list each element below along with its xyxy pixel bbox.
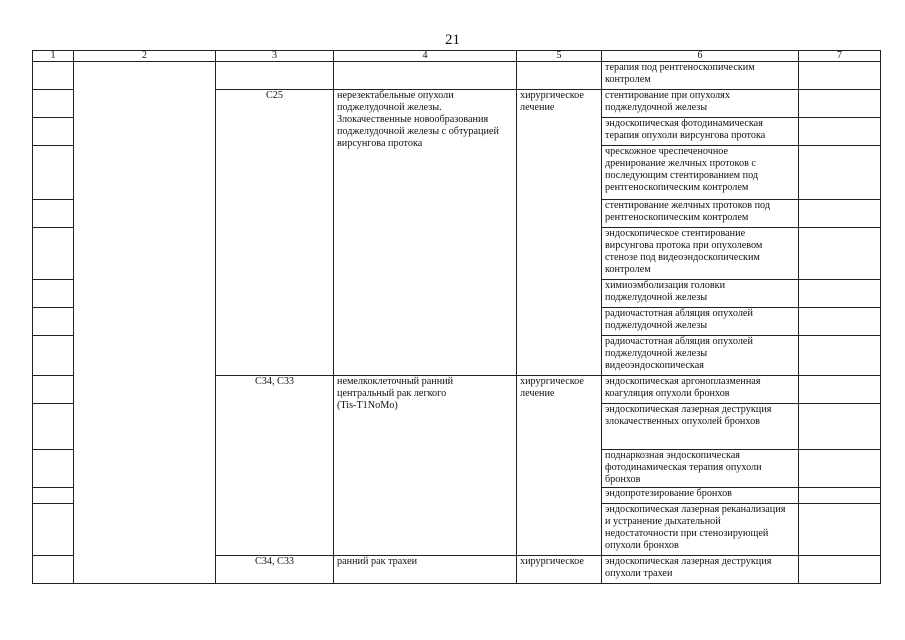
- treatment-type-cell: хирургическое лечение: [517, 376, 602, 556]
- method-cell: чрескожное чреспеченочное дренирование желчных протоков с последующим стентированием под рентгеноскопическим контролем: [602, 146, 799, 200]
- row-number-cell: [33, 90, 74, 118]
- empty-cell: [799, 308, 881, 336]
- method-cell: стентирование желчных протоков под рентгеноскопическим контролем: [602, 200, 799, 228]
- method-cell: радиочастотная абляция опухолей поджелудочной железы: [602, 308, 799, 336]
- empty-cell: [799, 336, 881, 376]
- page-number: 21: [445, 32, 460, 48]
- diagnosis-cell: немелкоклеточный ранний центральный рак легкого (Tis-T1NoMo): [334, 376, 517, 556]
- diagnosis-cell: ранний рак трахеи: [334, 556, 517, 584]
- row-number-cell: [33, 308, 74, 336]
- empty-cell: [799, 488, 881, 504]
- empty-cell: [799, 376, 881, 404]
- empty-cell: [799, 146, 881, 200]
- row-number-cell: [33, 336, 74, 376]
- row-number-cell: [33, 280, 74, 308]
- column-header: 6: [602, 51, 799, 62]
- row-number-cell: [33, 504, 74, 556]
- treatment-type-cell: хирургическое лечение: [517, 90, 602, 376]
- diagnosis-cell: нерезектабельные опухоли поджелудочной железы. Злокачественные новообразования поджелудочной железы с обтурацией вирсунгова протока: [334, 90, 517, 376]
- method-cell: эндоскопическая аргоноплазменная коагуляция опухоли бронхов: [602, 376, 799, 404]
- empty-cell: [799, 90, 881, 118]
- empty-cell: [799, 200, 881, 228]
- method-cell: терапия под рентгеноскопическим контролем: [602, 62, 799, 90]
- empty-cell: [799, 556, 881, 584]
- row-number-cell: [33, 200, 74, 228]
- empty-cell: [799, 118, 881, 146]
- treatment-type-cell: [517, 62, 602, 90]
- empty-cell: [799, 62, 881, 90]
- method-cell: эндоскопическая фотодинамическая терапия опухоли вирсунгова протока: [602, 118, 799, 146]
- empty-cell: [799, 228, 881, 280]
- empty-cell: [799, 280, 881, 308]
- column-header: 5: [517, 51, 602, 62]
- method-cell: эндоскопическое стентирование вирсунгова протока при опухолевом стенозе под видеоэндоскопическим контролем: [602, 228, 799, 280]
- method-cell: поднаркозная эндоскопическая фотодинамическая терапия опухоли бронхов: [602, 450, 799, 488]
- method-cell: эндоскопическая лазерная деструкция злокачественных опухолей бронхов: [602, 404, 799, 450]
- column-header: 3: [216, 51, 334, 62]
- disease-code-cell: C34, C33: [216, 376, 334, 556]
- diagnosis-cell: [334, 62, 517, 90]
- row-number-cell: [33, 146, 74, 200]
- column-header: 4: [334, 51, 517, 62]
- method-cell: эндоскопическая лазерная реканализация и устранение дыхательной недостаточности при стенозирующей опухоли бронхов: [602, 504, 799, 556]
- row-number-cell: [33, 228, 74, 280]
- treatment-type-cell: хирургическое: [517, 556, 602, 584]
- empty-cell: [799, 450, 881, 488]
- method-cell: эндоскопическая лазерная деструкция опухоли трахеи: [602, 556, 799, 584]
- header-row: [33, 51, 881, 62]
- table-row: [33, 62, 881, 90]
- row-number-cell: [33, 404, 74, 450]
- method-cell: эндопротезирование бронхов: [602, 488, 799, 504]
- row-number-cell: [33, 376, 74, 404]
- column-header: 2: [74, 51, 216, 62]
- method-cell: стентирование при опухолях поджелудочной железы: [602, 90, 799, 118]
- empty-cell: [799, 504, 881, 556]
- disease-code-cell: [216, 62, 334, 90]
- medical-procedures-table: [32, 50, 881, 584]
- empty-cell: [799, 404, 881, 450]
- column-header: 1: [33, 51, 74, 62]
- method-cell: химиоэмболизация головки поджелудочной железы: [602, 280, 799, 308]
- column-header: 7: [799, 51, 881, 62]
- row-number-cell: [33, 62, 74, 90]
- disease-code-cell: C25: [216, 90, 334, 376]
- row-number-cell: [33, 118, 74, 146]
- disease-code-cell: C34, C33: [216, 556, 334, 584]
- profile-name-cell: [74, 62, 216, 584]
- method-cell: радиочастотная абляция опухолей поджелудочной железы видеоэндоскопическая: [602, 336, 799, 376]
- row-number-cell: [33, 556, 74, 584]
- row-number-cell: [33, 488, 74, 504]
- row-number-cell: [33, 450, 74, 488]
